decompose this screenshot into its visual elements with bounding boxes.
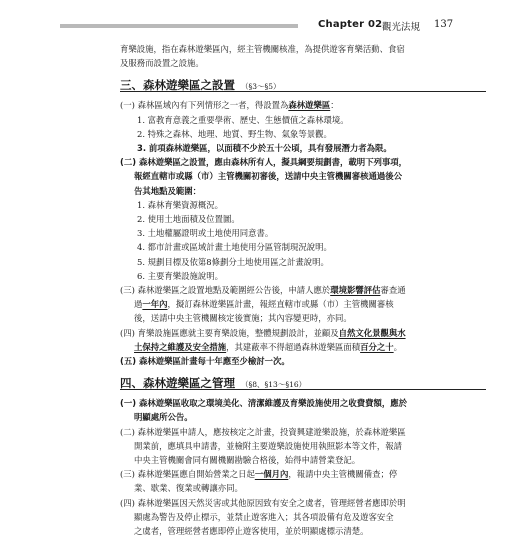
list-item — [120, 98, 486, 112]
list-item-continued: 開業前，應填具申請書，並檢附主要遊樂設施使用執照影本等文件，報請 — [134, 440, 402, 451]
intro-line: 育樂設施，指在森林遊樂區內，經主管機關核准，為提供遊客育樂活動、食宿 — [120, 44, 405, 54]
list-item: (一) 森林遊樂區收取之環境美化、清潔維護及育樂設施使用之收費費額，應於 — [120, 398, 407, 409]
item-emphasis: 環境影響評估 — [330, 285, 381, 296]
section-rule — [120, 91, 486, 92]
list-item-continued: 報經直轄市或縣（市）主管機關初審後，送請中央主管機關審核通過後公 — [134, 171, 402, 182]
chapter-label: Chapter 02 — [318, 19, 383, 30]
list-item-continued: 後，送請中央主管機關核定後實施；其內容變更時，亦同。 — [134, 313, 352, 324]
section-reference: （§3～§5） — [241, 82, 281, 92]
item-emphasis: 森林遊樂區 — [288, 100, 331, 111]
sub-item: 4. 都市計畫或區域計畫土地使用分區管制現況說明。 — [137, 242, 332, 253]
sub-item: 3. 前項森林遊樂區，以面積不少於五十公頃，具有發展潛力者為限。 — [137, 143, 392, 154]
sub-item: 6. 主要育樂設施說明。 — [137, 270, 224, 281]
item-emphasis: 一個月內 — [254, 469, 289, 480]
sub-item: 3. 土地權屬證明或土地使用同意書。 — [137, 228, 274, 239]
list-item: (五) 森林遊樂區計畫每十年應至少檢討一次。 — [120, 356, 290, 367]
sub-item: 1. 富教育意義之重要學術、歷史、生態價值之森林環境。 — [137, 114, 349, 125]
list-item-continued: 之虞者，管理經營者應即停止遊客使用，並於明顯處標示清楚。 — [134, 526, 369, 537]
list-item-continued: 顯處為警告及停止標示，並禁止遊客進入；其各項設備有危及遊客安全 — [134, 511, 394, 522]
section-title: 四、森林遊樂區之管理 — [120, 376, 235, 391]
list-item-continued — [120, 297, 486, 311]
list-item-continued: 中央主管機關會同有關機關勘驗合格後，始得申請營業登記。 — [134, 455, 361, 466]
item-emphasis: 自然文化景觀與水 — [338, 327, 406, 338]
section-heading-4 — [120, 372, 486, 394]
list-item-continued — [120, 340, 486, 354]
item-emphasis: 一年內 — [142, 299, 168, 310]
item-emphasis: 百分之十 — [360, 341, 394, 352]
list-item-continued: 明顯處所公告。 — [134, 412, 193, 423]
header-bar — [60, 24, 298, 28]
item-text: ，報請中央主管機關備查；停 — [288, 469, 398, 480]
item-text: ： — [330, 100, 339, 111]
list-item: (二) 森林遊樂區申請人，應按核定之計畫，投資興建遊樂設施，於森林遊樂區 — [120, 426, 406, 437]
section-heading-3 — [120, 74, 486, 96]
item-text: (一) 森林區域內有下列情形之一者，得設置為 — [120, 100, 289, 111]
section-rule — [120, 389, 486, 390]
list-item — [120, 283, 486, 297]
item-text: 過 — [134, 299, 143, 310]
item-text: (三) 森林遊樂區之設置地點及範圍經公告後，申請人應於 — [120, 285, 331, 296]
list-item-continued: 告其地點及範圍： — [134, 185, 201, 196]
list-item-continued: 業、歇業、復業或轉讓亦同。 — [134, 483, 243, 494]
item-text: (三) 森林遊樂區應自開始營業之日起 — [120, 469, 255, 480]
list-item: (四) 森林遊樂區因天然災害或其他原因致有安全之虞者，管理經營者應即於明 — [120, 497, 406, 508]
item-text: (四) 育樂設施區應就主要育樂設施，整體規劃設計，並顧及 — [120, 327, 339, 338]
intro-line: 及服務而設置之設施。 — [120, 58, 204, 69]
item-text: 審查通 — [380, 285, 406, 296]
sub-item: 5. 規劃目標及依第8條劃分土地使用區之計畫說明。 — [137, 256, 329, 267]
section-title: 三、森林遊樂區之設置 — [120, 78, 235, 93]
item-text: ，擬訂森林遊樂區計畫，報經直轄市或縣（市）主管機關審核 — [167, 299, 394, 310]
section-reference: （§8、§13～§16） — [241, 380, 307, 390]
item-emphasis: 土保持之維護及安全措施 — [134, 341, 227, 352]
list-item — [120, 467, 486, 481]
book-title: 觀光法規 — [382, 22, 421, 33]
sub-item: 1. 森林育樂資源概況。 — [137, 199, 224, 210]
page-header — [60, 8, 510, 36]
page-body — [120, 42, 486, 538]
sub-item: 2. 特殊之森林、地理、地質、野生物、氣象等景觀。 — [137, 128, 332, 139]
list-item: (二) 森林遊樂區之設置，應由森林所有人，擬具綱要規劃書，載明下列事項， — [120, 157, 407, 168]
item-text: 。 — [393, 341, 402, 352]
page-number: 137 — [434, 19, 454, 30]
list-item — [120, 326, 486, 340]
item-text: ，其建蔽率不得超過森林遊樂區面積 — [226, 341, 361, 352]
sub-item: 2. 使用土地面積及位置圖。 — [137, 214, 240, 225]
